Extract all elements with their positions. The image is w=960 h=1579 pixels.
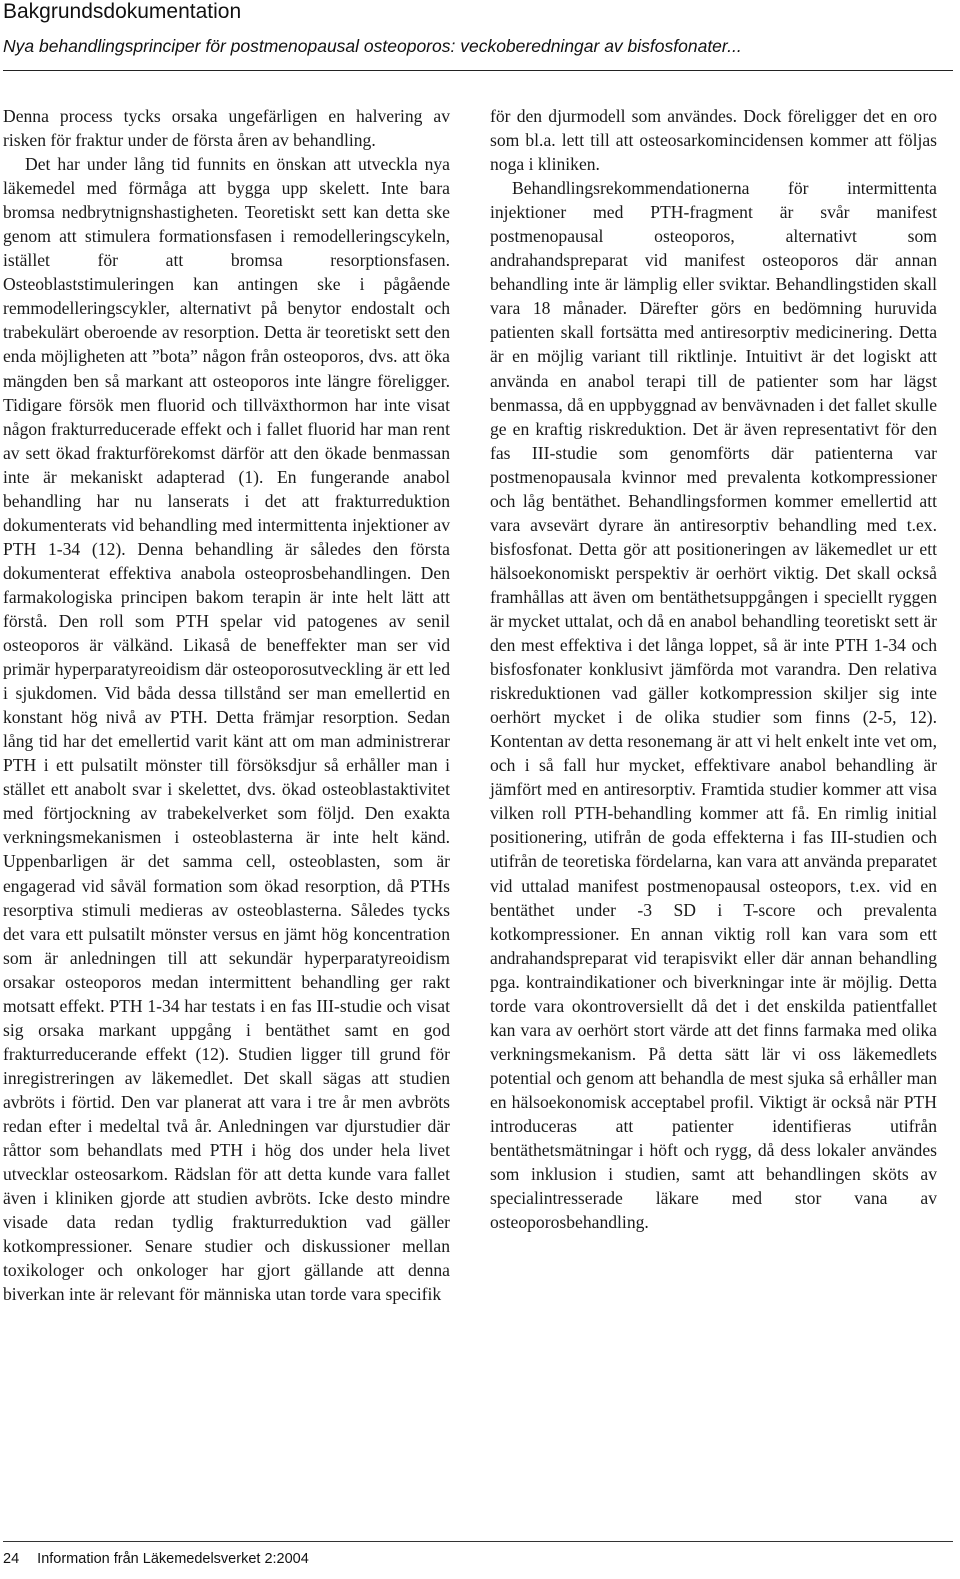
paragraph: för den djurmodell som användes. Dock föreligger det en oro som bl.a. lett till att osteosarkomincidensen kommer att följas noga i kliniken. (490, 106, 937, 175)
publication-name: Information från Läkemedelsverket 2:2004 (37, 1551, 309, 1567)
paragraph: Det har under lång tid funnits en önskan att utveckla nya läkemedel med förmåga att bygga upp skelett. Inte bara bromsa nedbrytnignshastigheten. Teoretiskt sett kan detta ske genom att stimulera formationsfasen i remodelleringscykeln, istället för att bromsa resorptionsfasen. Osteoblaststimuleringen kan antingen ske i pågående remmodelleringscykler, alternativt på benytor endostalt och trabekulärt oberoende av resorption. Detta är teoretiskt sett den enda möjligheten att ”bota” någon från osteoporos, dvs. att öka mängden ben så markant att osteoporos inte längre föreligger. Tidigare försök men fluorid och tillväxthormon har inte visat någon frakturreducerade effekt och i fallet fluorid har man rent av sett ökad frakturförekomst därför att den ökade benmassan inte är mekaniskt adapterad (1). En fungerande anabol behandling har nu lanserats i det att frakturreduktion dokumenterats vid behandling med intermittenta injektioner av PTH 1-34 (12). Denna behandling är således den första dokumenterat effektiva anabola osteoprosbehandlingen. Den farmakologiska principen bakom terapin är inte helt lätt att förstå. Den roll som PTH spelar vid patogenes av senil osteoporos är välkänd. Likaså de beneffekter man ser vid primär hyperparatyreoidism där osteoporosutveckling är ett led i sjukdomen. Vid båda dessa tillstånd ser man emellertid en konstant hög nivå av PTH. Detta främjar resorption. Sedan lång tid har det emellertid varit känt att om man administrerar PTH i ett pulsatilt mönster till försöksdjur så erhåller man i stället ett anabolt svar i skelettet, dvs. ökad osteoblastaktivitet med förtjockning av trabekelverket som följd. Den exakta verkningsmekanismen i osteoblasterna är inte helt känd. Uppenbarligen är det samma cell, osteoblasten, som är engagerad vid såväl formation som ökad resorption, då PTHs resorptiva stimuli medieras av osteoblasterna. Således tycks det vara ett pulsatilt mönster versus en jämt hög koncentration som är anledningen till att sekundär hyperparatyreoidism orsakar osteoporos medan intermittent behandling ger rakt motsatt effekt. PTH 1-34 har testats i en fas III-studie och visat sig orsaka markant uppgång i bentäthet samt en god frakturreducerande effekt (12). Studien ligger till grund för inregistreringen av läkemedlet. Det skall sägas att studien avbröts i förtid. Den var planerat att vara i tre år men avbröts redan efter i medeltal två år. Anledningen var djurstudier där råttor som behandlats med PTH i hög dos under hela livet utvecklar osteosarkom. Rädslan för att detta kunde vara fallet även i kliniken gjorde att studien avbröts. Icke desto mindre visade data redan tydlig frakturreduktion vad gäller kotkompressioner. Senare studier och diskussioner mellan toxikologer och onkologer har gjort gällande att denna biverkan inte är relevant för människa utan torde vara specifik (3, 154, 450, 1305)
page-header (3, 0, 953, 57)
page-footer (3, 1550, 309, 1568)
footer-divider (3, 1541, 953, 1542)
page-subtitle: Nya behandlingsprinciper för postmenopausal osteoporos: veckoberedningar av bisfosfonater... (3, 36, 742, 56)
header-divider (3, 70, 953, 71)
left-text-column (3, 104, 450, 1306)
page-number: 24 (3, 1551, 20, 1567)
right-text-column (490, 104, 937, 1234)
paragraph: Denna process tycks orsaka ungefärligen en halvering av risken för fraktur under de första åren av behandling. (3, 106, 450, 151)
paragraph: Behandlingsrekommendationerna för intermittenta injektioner med PTH-fragment är svår manifest postmenopausal osteoporos, alternativt som andrahandspreparat vid manifest osteoporos där annan behandling inte är lämplig eller sviktar. Behandlingstiden skall vara 18 månader. Därefter görs en bedömning huruvida patienten skall fortsätta med antiresorptiv medicinering. Detta är en möjlig variant till riktlinje. Intuitivt är det logiskt att använda en anabol terapi till de patienter som har lägst benmassa, då en uppbyggnad av benvävnaden i det fallet skulle ge en kraftig riskreduktion. Det är även representativt för den fas III-studie som genomförts där patienterna var postmenopausala kvinnor med prevalenta kotkompressioner och låg bentäthet. Behandlingsformen kommer emellertid att vara avsevärt dyrare än antiresorptiv behandling med t.ex. bisfosfonat. Detta gör att positioneringen av läkemedlet ur ett hälsoekonomiskt perspektiv är oerhört viktig. Det skall också framhållas att även om bentäthetsuppgången i speciellt ryggen är mycket uttalat, och då en anabol behandling teoretiskt sett är den mest effektiva i det långa loppet, så är inte PTH 1-34 och bisfosfonater konklusivt jämförda mot varandra. Den relativa riskreduktionen vad gäller kotkompression skiljer sig inte oerhört mycket i de olika studier som finns (2-5, 12). Kontentan av detta resonemang är att vi helt enkelt inte vet om, och i så fall hur mycket, effektivare anabol behandling är jämfört med en antiresorptiv. Framtida studier kommer att visa vilken roll PTH-behandling kommer att få. En rimlig initial positionering, utifrån de goda effekterna i fas III-studien och utifrån de teoretiska fördelarna, kan vara att använda preparatet vid uttalad manifest postmenopausal osteopors, t.ex. vid en bentäthet under -3 SD i T-score och prevalenta kotkompressioner. En annan viktig roll kan vara som ett andrahandspreparat vid terapisvikt eller där annan behandling pga. kontraindikationer och biverkningar inte är möjlig. Detta torde vara okontroversiellt då det i det enskilda patientfallet kan vara av oerhört stort värde att det finns farmaka med olika verkningsmekanism. På detta sätt lär vi oss läkemedlets potential och genom att behandla de mest sjuka så erhåller man en hälsoekonomisk acceptabel profil. Viktigt är också när PTH introduceras att patienter identifieras utifrån bentäthetsmätningar i höft och rygg, då dess lokaler användes som inklusion i studien, samt att behandlingen sköts av specialintresserade läkare med stor vana av osteoporosbehandling. (490, 178, 937, 1233)
page-title: Bakgrundsdokumentation (3, 0, 242, 23)
